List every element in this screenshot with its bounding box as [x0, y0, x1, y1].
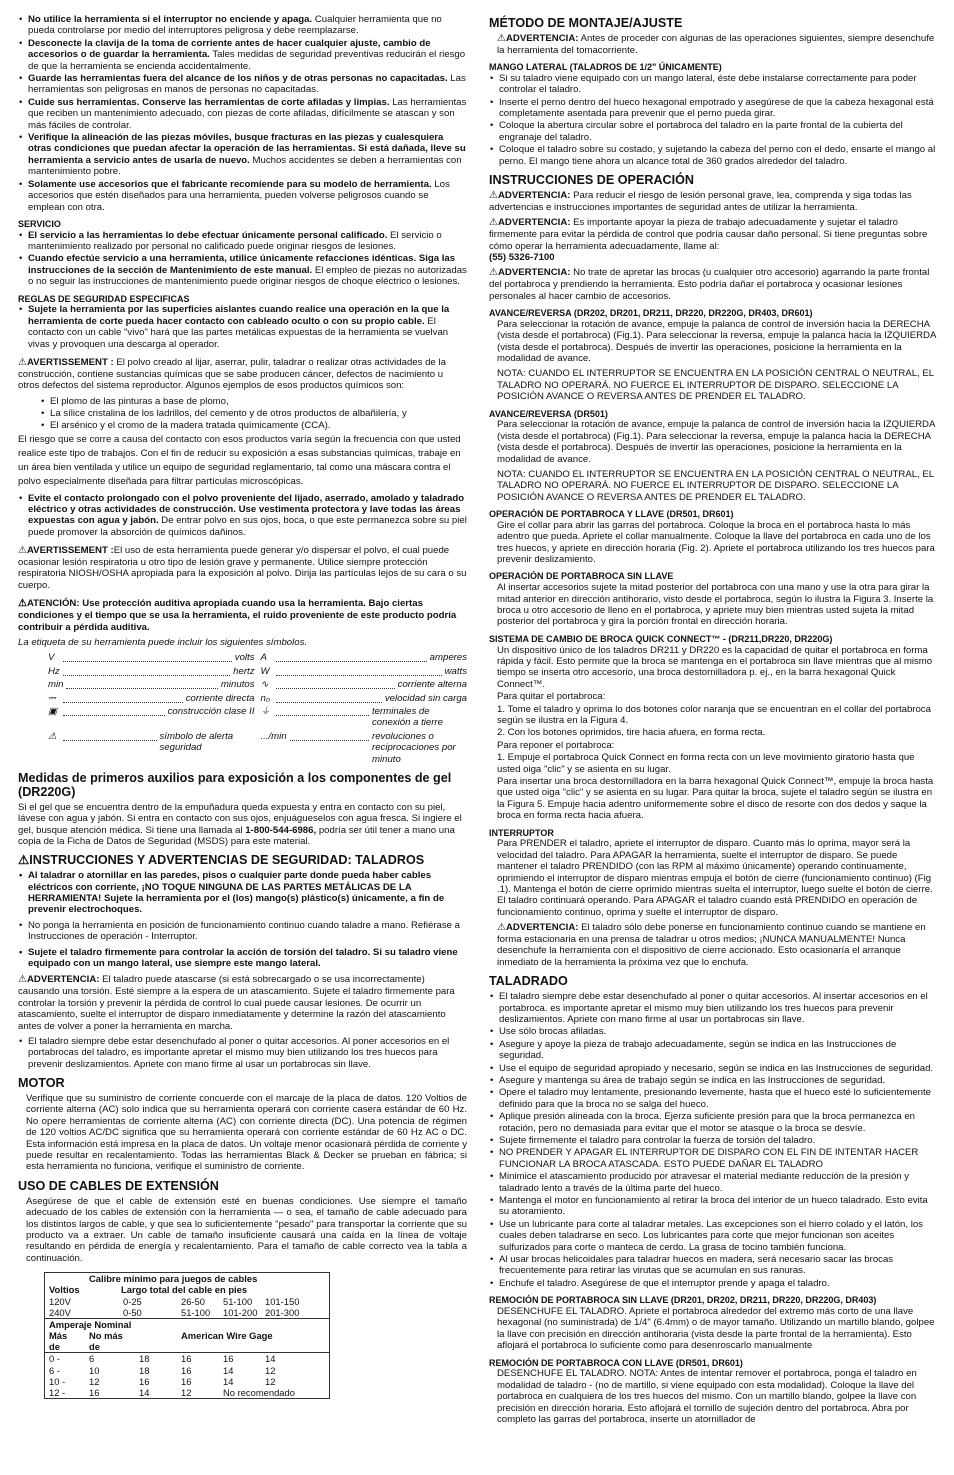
- table-row: [45, 1365, 329, 1376]
- list-item: • Use sólo brocas afiladas.: [499, 1026, 938, 1037]
- symbol-entry: [48, 693, 255, 704]
- symbol-entry: [48, 652, 255, 663]
- warning-icon: ⚠: [497, 32, 506, 44]
- paragraph: El riesgo que se corre a causa del contacto con esos productos varía según la frecuencia con que usted realice este tipo de trabajos. Con el fin de reducir su exposición a esas substancias químicas, trabaje en un área bien ventilada y utilice un equipo de seguridad reglamentario, tal como una máscara contra el polvo especialmente diseñada para filtrar partículas microscópicas.: [18, 433, 461, 487]
- symbol-entry: [261, 679, 468, 690]
- warning-paragraph: ⚠ADVERTENCIA: Para reducir el riesgo de lesión personal grave, lea, comprenda y siga todas las advertencias e instrucciones importantes de seguridad antes de utilizar la herramienta.: [489, 189, 912, 213]
- symbol-meaning: corriente directa: [185, 692, 255, 704]
- symbol-meaning: watts: [444, 665, 467, 677]
- symbols-intro: La etiqueta de su herramienta puede incluir los siguientes símbolos.: [18, 636, 308, 648]
- symbol-glyph: ⎓: [48, 692, 56, 704]
- symbol-meaning: amperes: [429, 652, 467, 664]
- section-heading: ⚠INSTRUCCIONES Y ADVERTENCIAS DE SEGURIDAD: TALADROS: [18, 853, 425, 868]
- list-item: • Solamente use accesorios que el fabricante recomiende para su modelo de herramienta. Los accesorios que estén diseñados para una herramienta, pueden volverse peligrosos cuando se emplean con otra.: [28, 179, 467, 213]
- warning-paragraph: ⚠ADVERTENCIA: Antes de proceder con algunas de las operaciones siguientes, siempre desenchufe la herramienta del tomacorriente.: [497, 32, 935, 56]
- table-caption: Calibre mínimo para juegos de cables: [89, 1273, 258, 1285]
- taladrado-list: [489, 991, 938, 1289]
- reglas-bullets: [18, 304, 467, 350]
- symbol-meaning: corriente alterna: [397, 679, 467, 691]
- list-item: • Sujete firmemente el taladro para controlar la fuerza de torsión del taladro.: [499, 1135, 938, 1146]
- section-heading: USO DE CABLES DE EXTENSIÓN: [18, 1178, 219, 1193]
- symbol-glyph: V: [48, 652, 55, 664]
- table-row: 240V 0-50 51-100 101-200 201-300: [49, 1306, 300, 1318]
- intro-bullets: [18, 14, 467, 213]
- section-heading: TALADRADO: [489, 974, 568, 989]
- paragraph: 2. Con los botones oprimidos, tire hacia afuera, en forma recta.: [497, 727, 766, 739]
- list-item: • El plomo de las pinturas a base de plomo,: [50, 396, 467, 407]
- symbol-meaning: terminales de conexión a tierre: [372, 705, 443, 729]
- section-heading: SISTEMA DE CAMBIO DE BROCA QUICK CONNECT™ - (DR211,DR220, DR220G): [489, 633, 833, 644]
- table-cell: 14: [139, 1387, 150, 1398]
- section-heading: REMOCIÓN DE PORTABROCA CON LLAVE (DR501, DR601): [489, 1357, 743, 1368]
- symbol-glyph: A: [260, 652, 267, 664]
- table-row: [45, 1353, 329, 1364]
- symbol-glyph: ∿: [260, 679, 269, 691]
- section-heading: INSTRUCCIONES DE OPERACIÓN: [489, 173, 695, 188]
- list-item: • Al usar brocas helicoidales para taladrar huecos en madera, será necesario sacar las brocas frecuentemente para retirar las virutas que se acumulan en sus ranuras.: [499, 1254, 938, 1277]
- table-cell: 18: [139, 1353, 150, 1365]
- list-item: • Aplique presión alineada con la broca. Ejerza suficiente presión para que la broca permanezca en rotación, pero no demasiada para evitar que el motor se atasque o la broca se desvíe.: [499, 1111, 938, 1134]
- symbol-meaning: hertz: [233, 665, 255, 677]
- symbol-meaning: minutos: [220, 679, 255, 691]
- list-item: • Inserte el perno dentro del hueco hexagonal empotrado y asegúrese de que la cabeza hexagonal está completamente asentada para prevenir que el perno pueda girar.: [499, 97, 938, 120]
- table-body: [45, 1353, 329, 1398]
- warning-icon: ⚠: [18, 974, 27, 986]
- table-header: Voltios Largo total del cable en pies: [49, 1284, 248, 1296]
- warning-paragraph: ⚠ADVERTENCIA: No trate de apretar las brocas (u cualquier otro accesorio) agarrando la parte frontal del portabroca y prendiendo la herramienta. Esto podría dañar el portabroca y ocasionar lesiones personales al hacer cambio de accesorios.: [489, 267, 930, 302]
- table-cell: 6: [89, 1353, 95, 1365]
- list-item: • Verifique la alineación de las piezas móviles, busque fracturas en las piezas y cualesquiera otras condiciones que puedan afectar la operación de las herramientas. Si está dañada, lleve su herramienta a servicio antes de usarla de nuevo. Muchos accidentes se deben a herramientas con mantenimiento pobre.: [28, 132, 467, 178]
- table-cell: 12: [89, 1375, 100, 1387]
- table-cell: 14: [265, 1353, 276, 1365]
- table-cell: 18: [139, 1364, 150, 1376]
- list-item: • Al taladrar o atornillar en las paredes, pisos o cualquier parte donde pueda haber cables eléctricos con corriente, ¡NO TOQUE NINGUNA DE LAS PARTES METÁLICAS DE LA HERRAMIENTA! Sujete la herramienta por el (los) mango(s) plástico(s) únicamente, a fin de prevenir electrochoques.: [28, 870, 467, 916]
- symbol-glyph: n₀: [260, 692, 270, 704]
- symbol-meaning: símbolo de alerta seguridad: [159, 730, 234, 754]
- left-column: [18, 14, 467, 1475]
- section-heading: AVANCE/REVERSA (DR202, DR201, DR211, DR220, DR220G, DR403, DR601): [489, 308, 813, 319]
- paragraph: Para insertar una broca destornilladora en la barra hexagonal Quick Connect™, empuje la broca hasta que usted oiga "clic" y se asienta en su lugar. Para quitar la broca, sujete el taladro según se ilustra en la Figura 5. Empuje hacia adentro uniformemente sobre el disco de resorte con dos dedos y saque la broca en forma recta hacia afuera.: [497, 775, 934, 822]
- warning-icon: ⚠: [497, 922, 506, 934]
- section-heading: OPERACIÓN DE PORTABROCA SIN LLAVE: [489, 571, 674, 582]
- list-item: • El taladro siempre debe estar desenchufado al poner o quitar accesorios. Al insertar accesorios en el portabroca. es importante apretar el mismo muy bien utilizando los tres huecos para prevenir deslizamientos. Apriete con mano firme al usar un portabrocas sin llave.: [499, 991, 938, 1025]
- paragraph: Para reponer el portabroca:: [497, 739, 615, 751]
- paragraph: Un dispositivo único de los taladros DR211 y DR220 es la capacidad de quitar el portabroca en forma rápida y fácil. Esto permite que la broca se mantenga en el portabroca sin llave mientras que al mismo tiempo se inserta otro accesorio, una broca destornilladora p. ej., en la barra hexagonal Quick Connect™.: [497, 644, 933, 690]
- section-heading: MANGO LATERAL (TALADROS DE 1/2" ÚNICAMENTE): [489, 62, 722, 73]
- symbol-meaning: velocidad sin carga: [384, 692, 467, 704]
- section-heading: Medidas de primeros auxilios para exposición a los componentes de gel (DR220G): [18, 771, 452, 799]
- table-cell: 16: [181, 1375, 192, 1387]
- symbol-entry: [48, 679, 255, 690]
- list-item: • El servicio a las herramientas lo debe efectuar únicamente personal calificado. El servicio o mantenimiento realizado por personal no calificado puede originar riesgos de lesiones.: [28, 230, 467, 253]
- warning-paragraph: ⚠AVERTISSEMENT :El uso de esta herramienta puede generar y/o dispersar el polvo, el cual puede ocasionar lesión respiratoria u otro tipo de lesión grave y permanente. Utilice siempre protección respiratoria NIOSH/OSHA apropiada para la exposición al polvo. Dirija las partículas lejos de su cara o su cuerpo.: [18, 545, 467, 591]
- symbols-table: [48, 652, 467, 765]
- table-cell: 16: [89, 1387, 100, 1398]
- warning-icon: ⚠: [489, 217, 498, 229]
- paragraph: Gire el collar para abrir las garras del portabroca. Coloque la broca en el portabroca hasta lo más adentro que pueda. Apriete el collar manualmente. Coloque la llave del portabroca en cada uno de los tres huecos, y apriete en dirección horaria (Fig. 2). Apriete el portabroca utilizando los tres huecos para prevenir deslizamiento.: [497, 519, 935, 566]
- table-cell: 16: [181, 1364, 192, 1376]
- symbol-glyph: min: [48, 679, 64, 691]
- warning-icon: ⚠: [489, 267, 498, 279]
- list-item: • Use el equipo de seguridad apropiado y necesario, según se indica en las Instrucciones de seguridad.: [499, 1063, 938, 1074]
- warning-icon: ⚠: [18, 545, 27, 557]
- symbol-glyph: .../min: [260, 730, 287, 742]
- section-heading: REMOCIÓN DE PORTABROCA SIN LLAVE (DR201, DR202, DR211, DR220, DR220G, DR403): [489, 1295, 877, 1306]
- table-header: Más No más American Wire Gage: [49, 1330, 273, 1342]
- table-cell: 12: [181, 1387, 192, 1398]
- warning-icon: ⚠: [18, 853, 30, 868]
- list-item: • La sílice cristalina de los ladrillos, del cemento y de otros productos de albañilería, y: [50, 408, 467, 419]
- symbol-meaning: revoluciones o reciprocaciones por minuto: [372, 730, 456, 765]
- mango-list: [489, 73, 938, 167]
- table-cell: 16: [181, 1353, 192, 1365]
- symbol-glyph: ⏚: [260, 705, 271, 717]
- table-cell: 16: [139, 1375, 150, 1387]
- list-item: • No utilice la herramienta si el interruptor no enciende y apaga. Cualquier herramienta que no pueda controlarse por medio del interruptores peligrosa y debe reemplazarse.: [28, 14, 467, 37]
- list-item: • Guarde las herramientas fuera del alcance de los niños y de otras personas no capacitadas. Las herramientas son peligrosas en manos de personas no capacitadas.: [28, 73, 467, 96]
- list-item: • Sujete la herramienta por las superficies aislantes cuando realice una operación en la que la herramienta de corte pueda hacer contacto con cableado oculto o con su propio cable. El contacto con un cable "vivo" hará que las partes metálicas expuestas de la herramienta se vuelvan vivas y provoquen una descarga al operador.: [28, 304, 467, 350]
- table-row: [45, 1376, 329, 1387]
- list-item: • El taladro siempre debe estar desenchufado al poner o quitar accesorios. Al poner accesorios en el portabrocas del taladro, es importante apretar el mismo muy bien utilizando los tres huecos para prevenir deslizamientos. Apriete con mano firme al usar un portabrocas sin llave.: [28, 1036, 467, 1070]
- table-header: de de: [49, 1341, 100, 1353]
- section-heading: MOTOR: [18, 1076, 65, 1091]
- paragraph: Asegúrese de que el cable de extensión esté en buenas condiciones. Use siempre el tamaño adecuado de los cables de extensión con la herramienta — o sea, el tamaño de cable adecuado para los distintos largos de cable, y que sea lo suficientemente "pesado" para transportar la corriente que su producto va a extraer. Un cable de tamaño insuficiente causará una caída en la línea de voltaje resultando en pérdida de energía y recalentamiento. Para el tamaño de cable correcto vea la tabla a continuación.: [26, 1195, 467, 1264]
- warning-paragraph: ⚠ADVERTENCIA: El taladro puede atascarse (si está sobrecargado o se usa incorrectamente) causando una torsión. Esté siempre a la espera de un atascamiento. Sujete el taladro firmemente para controlar la torsión y prevenir la pérdida de control lo cual puede causar lesiones. De ocurrir un atascamiento, suelte el interruptor de disparo inmediatamente y determine la razón del atascamiento antes de volver a poner la herramienta en marcha.: [18, 974, 455, 1032]
- section-heading: AVANCE/REVERSA (DR501): [489, 408, 608, 419]
- paragraph: 1. Tome el taladro y oprima lo dos botones color naranja que se encuentran en el collar del portabroca según se ilustra en la Figura 4.: [497, 703, 931, 726]
- list-item: • Evite el contacto prolongado con el polvo proveniente del lijado, aserrado, amolado y taladrado eléctrico y otras actividades de construcción. Use vestimenta protectora y lave todas las áreas expuestas con agua y jabón. De entrar polvo en sus ojos, boca, o que este permanezca sobre su piel puede promover la absorción de químicos dañinos.: [28, 493, 467, 539]
- symbol-entry: [261, 706, 468, 729]
- warning-icon: ⚠: [18, 598, 27, 610]
- symbol-entry: [48, 706, 255, 729]
- symbol-entry: [261, 666, 468, 677]
- warning-paragraph: ⚠AVERTISSEMENT : El polvo creado al lijar, aserrar, pulir, taladrar o realizar otras actividades de la construcción, contiene sustancias químicas que se sabe producen cáncer, defectos de nacimiento u otros defectos del sistema reproductor. Algunos ejemplos de esos productos químicos son:: [18, 356, 446, 392]
- paragraph: Si el gel que se encuentra dentro de la empuñadura queda expuesta y entra en contacto con su piel, lávese con agua y jabón. Si entra en contacto con sus ojos, enjuágueselos con agua fresca. Si ingiere el gel, busque atención médica. Si tiene una llamada al 1-800-544-6986, podría ser útil tener a mano una copia de la Ficha de Datos de Seguridad (MSDS) para este material.: [18, 801, 462, 847]
- list-item: • Mantenga el motor en funcionamiento al retirar la broca del interior de un hueco taladrado. Esto evita su atoramiento.: [499, 1195, 938, 1218]
- symbol-meaning: volts: [234, 652, 255, 664]
- paragraph: Para seleccionar la rotación de avance, empuje la palanca de control de inversión hacia la IZQUIERDA (vista desde el portabroca) (Fig.1). Para seleccionar la reversa, empuje la palanca hacia la DERECHA (vista desde el portabroca). Después de invertir las operaciones, posicione la herramienta en la modalidad de avance.: [497, 419, 935, 465]
- table-cell: 10 -: [49, 1375, 66, 1387]
- list-item: • Asegure y mantenga su área de trabajo según se indica en las Instrucciones de seguridad.: [499, 1075, 938, 1086]
- symbol-entry: [261, 693, 468, 704]
- table-cell: 14: [223, 1375, 234, 1387]
- paragraph: Al insertar accesorios sujete la mitad posterior del portabroca con una mano y use la otra para girar la mitad anterior en dirección antihorario, visto desde el portabroca, según lo ilustra la Figura 3. Inserte la broca u otro accesorio de lleno en el portabroca, y apriete muy bien mientras usted sujeta la mitad posterior del portabroca y gira la porción frontal en dirección horaria.: [497, 582, 934, 628]
- symbol-entry: [48, 666, 255, 677]
- dust-bullets: [18, 493, 467, 539]
- symbol-entry: [261, 652, 468, 663]
- section-heading: MÉTODO DE MONTAJE/AJUSTE: [489, 16, 683, 30]
- section-heading: SERVICIO: [18, 218, 61, 229]
- symbol-meaning: construcción clase II: [167, 705, 255, 717]
- paragraph: Para quitar el portabroca:: [497, 691, 606, 703]
- taladros-bullets: [18, 870, 467, 969]
- paragraph: Para seleccionar la rotación de avance, empuje la palanca de control de inversión hacia la DERECHA (vista desde el portabroca) (Fig.1). Para seleccionar la reversa, empuje la palanca hacia la IZQUIERDA (vista desde el portabroca). Después de invertir las operaciones, posicione la herramienta en la modalidad de avance.: [497, 318, 936, 364]
- note-paragraph: NOTA: CUANDO EL INTERRUPTOR SE ENCUENTRA EN LA POSICIÓN CENTRAL O NEUTRAL, EL TALADRO NO OPERARÁ. NO FUERCE EL INTERRUPTOR DE DISPARO. SELECCIONE LA POSICIÓN AVANCE O REVERSA ANTES DE PRENDER EL TALADRO.: [497, 468, 934, 503]
- symbol-entry: [261, 731, 468, 765]
- taladros-bullets-2: [18, 1036, 467, 1070]
- list-item: • Cuando efectúe servicio a una herramienta, utilice únicamente refacciones idénticas. Siga las instrucciones de la sección de Mantenimiento de este manual. El empleo de piezas no autorizadas o no seguir las instrucciones de mantenimiento puede originar riesgos de choque eléctrico o lesiones.: [28, 253, 467, 287]
- list-item: • Enchufe el taladro. Asegúrese de que el interruptor prende y apaga el taladro.: [499, 1278, 938, 1289]
- symbol-entry: [48, 731, 255, 765]
- table-cell: 12: [265, 1375, 276, 1387]
- symbol-glyph: ⚠: [48, 730, 57, 742]
- quick-connect-text: [489, 645, 938, 822]
- list-item: • El arsénico y el cromo de la madera tratada químicamente (CCA).: [50, 420, 467, 431]
- list-item: • NO PRENDER Y APAGAR EL INTERRUPTOR DE DISPARO CON EL FIN DE INTENTAR HACER FUNCIONAR LA BROCA ATASCADA. ESTO PUEDE DAÑAR EL TALADRO: [499, 1147, 938, 1170]
- section-heading: INTERRUPTOR: [489, 827, 554, 838]
- table-row: [45, 1387, 329, 1398]
- list-item: • Asegure y apoye la pieza de trabajo adecuadamente, según se indica en las Instrucciones de seguridad.: [499, 1039, 938, 1062]
- list-item: • Opere el taladro muy lentamente, presionando levemente, hasta que el hueco esté lo suficientemente definido para que la broca no se salga del hueco.: [499, 1087, 938, 1110]
- table-cell: 0 -: [49, 1353, 60, 1365]
- symbol-glyph: Hz: [48, 665, 60, 677]
- paragraph: DESENCHUFE EL TALADRO. NOTA: Antes de intentar remover el portabroca, ponga el taladro en modalidad de taladro - (no de martillo, si viene equipado con esta modalidad). Coloque la llave del portabroca en cualquiera de los tres huecos del mismo. Con un martillo blando, golpee la llave con precisión en dirección horaria. Esto aflojará el tornillo de sujeción dentro del portabroca. Abra por completo las garras del portabroca, inserte un atornillador de: [497, 1368, 917, 1425]
- right-column: [489, 14, 938, 1475]
- note-paragraph: NOTA: CUANDO EL INTERRUPTOR SE ENCUENTRA EN LA POSICIÓN CENTRAL O NEUTRAL, EL TALADRO NO OPERARÁ. NO FUERCE EL INTERRUPTOR DE DISPARO. SELECCIONE LA POSICIÓN AVANCE O REVERSA ANTES DE PRENDER EL TALADRO.: [497, 368, 934, 403]
- list-item: • Si su taladro viene equipado con un mango lateral, éste debe instalarse correctamente para poder controlar el taladro.: [499, 73, 938, 96]
- table-cell: 16: [223, 1353, 234, 1365]
- list-item: • Use un lubricante para corte al taladrar metales. Las excepciones son el hierro colado y el latón, los cuales deben taladrarse en seco. Los lubricantes para corte que mejor funcionan son aceites sulfurizados para corte o manteca de cerdo. La grasa de tocino también funciona.: [499, 1219, 938, 1253]
- paragraph: Verifique que su suministro de corriente concuerde con el marcaje de la placa de datos. 120 Voltios de corriente alterna (AC) solo indica que su herramienta operará con corriente casera estándar de 60 Hz. No opere herramientas de corriente alterna (AC) con corriente directa (DC). Una potencia de régimen de 120 voltios AC/DC significa que su herramienta operará con corriente estándar de 60 Hz AC o DC. Esta información está impresa en la placa de datos. Un voltaje menor ocasionará pérdida de corriente y puede resultar en recalentamiento. Todas las herramientas Black & Decker se prueban en fábrica; si esta herramienta no funciona, verifique el suministro de corriente.: [26, 1093, 467, 1173]
- symbol-glyph: ▣: [48, 705, 58, 717]
- symbol-glyph: W: [260, 665, 270, 677]
- table-cell: 12 -: [49, 1387, 66, 1398]
- table-cell: 6 -: [49, 1364, 60, 1376]
- warning-paragraph: ⚠ADVERTENCIA: El taladro sólo debe ponerse en funcionamiento continuo cuando se mantiene en forma estacionaria en una prensa de taladrar u otros medios; ¡NUNCA MANUALMENTE! Nunca desenchufe la herramienta con el dispositivo de cierre accionado. Esto ocasionaría el arranque inmediato de la herramienta la próxima vez que lo enchufa.: [497, 922, 926, 968]
- table-row: 120V 0-25 26-50 51-100 101-150: [49, 1295, 300, 1307]
- table-cell: 10: [89, 1364, 100, 1376]
- list-item: • Sujete el taladro firmemente para controlar la acción de torsión del taladro. Si su taladro viene equipado con un mango lateral, use siempre este mango lateral.: [28, 947, 467, 970]
- list-item: • No ponga la herramienta en posición de funcionamiento continuo cuando taladre a mano. Refiérase a Instrucciones de operación - Interruptor.: [28, 920, 467, 943]
- table-cell: 12: [265, 1364, 276, 1376]
- table-cell: No recomendado: [223, 1387, 295, 1398]
- list-item: • Coloque la abertura circular sobre el portabroca del taladro en la parte frontal de la cubierta del engranaje del taladro.: [499, 120, 938, 143]
- table-header: Amperaje Nominal: [49, 1318, 132, 1330]
- table-cell: 14: [223, 1364, 234, 1376]
- list-item: • Cuide sus herramientas. Conserve las herramientas de corte afiladas y limpias. Las herramientas que reciben un mantenimiento adecuado, con piezas de corte afiladas, difícilmente se atascan y son más fáciles de controlar.: [28, 97, 467, 131]
- paragraph: DESENCHUFE EL TALADRO. Apriete el portabroca alrededor del extremo más corto de una llave hexagonal (no suministrada) de 1/4" (6.4mm) o de mayor tamaño. Utilizando un martillo blando, golpee la llave con precisión en dirección antihoraria (vista desde la parte frontal de la herramienta). Esto aflojará el portabroca lo suficiente como para desenroscarlo manualmente: [497, 1305, 935, 1352]
- paragraph: 1. Empuje el portabroca Quick Connect en forma recta con un leve movimiento giratorio hasta que usted oiga "clic" y se asienta en su lugar.: [497, 752, 915, 775]
- list-item: • Minimice el atascamiento producido por atravesar el material mediante reducción de la presión y taladrado lento a través de la última parte del hueco.: [499, 1171, 938, 1194]
- chemicals-list: [18, 396, 467, 432]
- warning-paragraph: ⚠ADVERTENCIA: Es importante apoyar la pieza de trabajo adecuadamente y sujetar el taladro firmemente para evitar la pérdida de control que podría causar daño personal. Si tiene preguntas sobre cómo operar la herramienta adecuadamente, llame al: (55) 5326-7100: [489, 217, 928, 263]
- servicio-bullets: [18, 230, 467, 288]
- warning-icon: ⚠: [489, 189, 498, 201]
- cable-gauge-table: [44, 1272, 330, 1399]
- list-item: • Desconecte la clavija de la toma de corriente antes de hacer cualquier ajuste, cambio de accesorios o de guardar la herramienta. Tales medidas de seguridad preventivas reducirán el riesgo de que la herramienta se encienda accidentalmente.: [28, 38, 467, 72]
- warning-paragraph: ⚠ATENCIÓN: Use protección auditiva apropiada cuando usa la herramienta. Bajo ciertas condiciones y el tiempo que se usa la herramienta, el ruido proveniente de este producto podría contribuir a pérdida auditiva.: [18, 598, 457, 633]
- section-heading: OPERACIÓN DE PORTABROCA Y LLAVE (DR501, DR601): [489, 509, 734, 520]
- paragraph: Para PRENDER el taladro, apriete el interruptor de disparo. Cuanto más lo oprima, mayor será la velocidad del taladro. Para APAGAR la herramienta, suelte el interruptor de disparo. Se puede mantener el taladro PRENDIDO (con las RPM al máximo únicamente) operando continuamente, oprimiendo el interruptor de disparo mientras empuja el botón de cierre (funcionamiento continuo) (Fig .1). Mantenga el botón de cierre oprimido mientras suelta el interruptor, luego suelte el botón de cierre. El taladro continuará operando. Para APAGAR el taladro cuando está PRENDIDO en operación de funcionamiento continuo, oprima y suelte el interruptor de disparo.: [497, 838, 933, 918]
- warning-icon: ⚠: [18, 356, 27, 368]
- list-item: • Coloque el taladro sobre su costado, y sujetando la cabeza del perno con el dedo, ensarte el mango al perno. El mango tiene ahora un alcance total de 360 grados alrededor del taladro.: [499, 144, 938, 167]
- section-heading: REGLAS DE SEGURIDAD ESPECIFICAS: [18, 293, 190, 304]
